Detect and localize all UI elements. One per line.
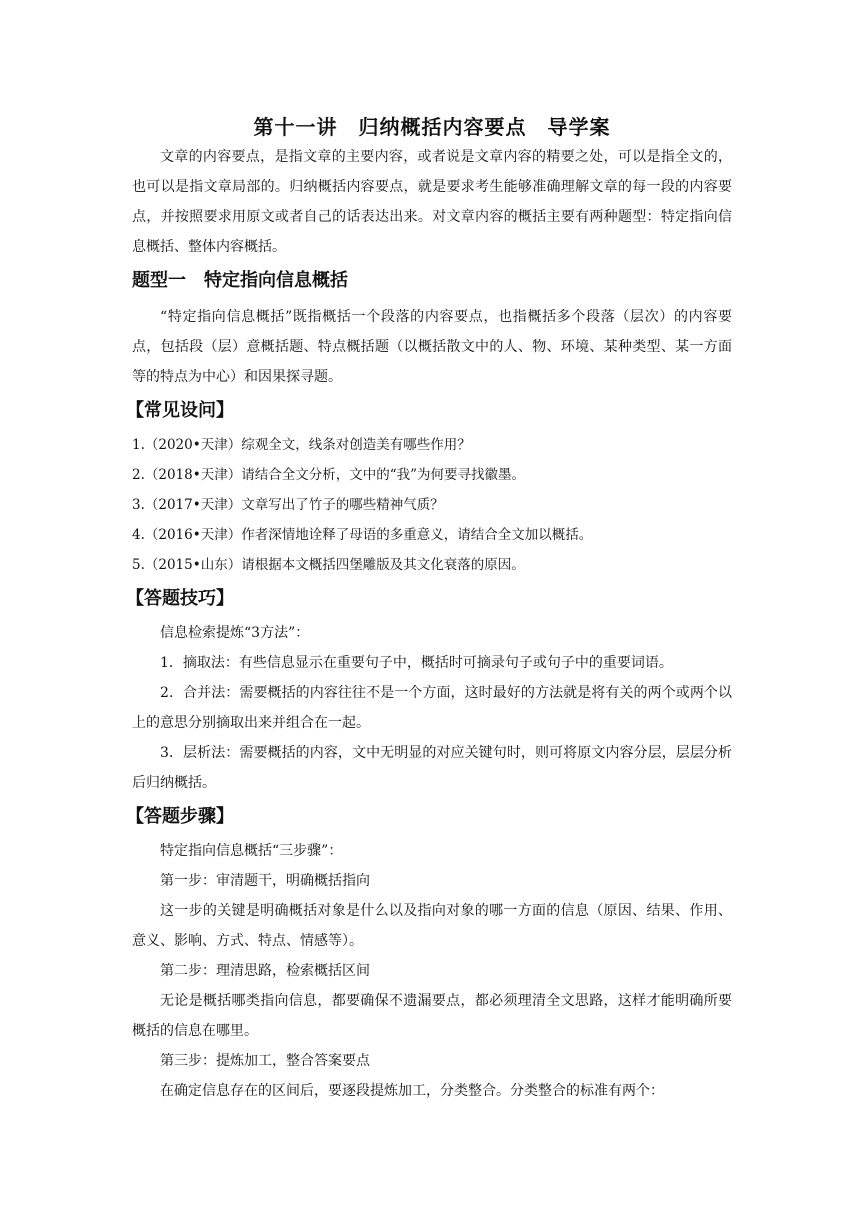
document-page xyxy=(126,112,732,1106)
tip-item: 3．层析法：需要概括的内容，文中无明显的对应关键句时，则可将原文内容分层，层层分析后归纳概括。 xyxy=(132,745,732,791)
step1-title: 第一步：审清题干，明确概括指向 xyxy=(160,873,370,889)
tip-item: 2．合并法：需要概括的内容往往不是一个方面，这时最好的方法就是将有关的两个或两个以上的意思分别摘取出来并组合在一起。 xyxy=(132,685,732,731)
tips-heading: 【答题技巧】 xyxy=(126,588,234,609)
question-item: 3.（2017•天津）文章写出了竹子的哪些精神气质？ xyxy=(132,497,444,513)
type1-heading: 题型一 特定指向信息概括 xyxy=(132,270,348,291)
common-questions-heading: 【常见设问】 xyxy=(126,400,234,421)
steps-heading: 【答题步骤】 xyxy=(126,806,234,827)
common-questions-list xyxy=(132,430,732,580)
question-item: 4.（2016•天津）作者深情地诠释了母语的多重意义，请结合全文加以概括。 xyxy=(132,527,593,543)
tip-item: 1．摘取法：有些信息显示在重要句子中，概括时可摘录句子或句子中的重要词语。 xyxy=(160,655,673,671)
step2-text: 无论是概括哪类指向信息，都要确保不遗漏要点，都必须理清全文思路，这样才能明确所要概括的信息在哪里。 xyxy=(132,993,732,1039)
intro-paragraph: 文章的内容要点，是指文章的主要内容，或者说是文章内容的精要之处，可以是指全文的，也可以是指文章局部的。归纳概括内容要点，就是要求考生能够准确理解文章的每一段的内容要点，并按照要求用原文或者自己的话表达出来。对文章内容的概括主要有两种题型：特定指向信息概括、整体内容概括。 xyxy=(132,149,732,255)
step3-text: 在确定信息存在的区间后，要逐段提炼加工，分类整合。分类整合的标准有两个： xyxy=(160,1083,664,1099)
type1-description: “特定指向信息概括”既指概括一个段落的内容要点，也指概括多个段落（层次）的内容要点，包括段（层）意概括题、特点概括题（以概括散文中的人、物、环境、某种类型、某一方面等的特点为中心）和因果探寻题。 xyxy=(132,309,732,385)
step2-title: 第二步：理清思路，检索概括区间 xyxy=(160,963,370,979)
step1-text: 这一步的关键是明确概括对象是什么以及指向对象的哪一方面的信息（原因、结果、作用、意义、影响、方式、特点、情感等）。 xyxy=(132,903,732,949)
question-item: 5.（2015•山东）请根据本文概括四堡雕版及其文化衰落的原因。 xyxy=(132,557,525,573)
page-title: 第十一讲 归纳概括内容要点 导学案 xyxy=(253,115,611,139)
steps-intro: 特定指向信息概括“三步骤”： xyxy=(160,843,343,859)
question-item: 2.（2018•天津）请结合全文分析，文中的“我”为何要寻找徽墨。 xyxy=(132,467,526,483)
step3-title: 第三步：提炼加工，整合答案要点 xyxy=(160,1053,370,1069)
tips-intro: 信息检索提炼“3方法”： xyxy=(160,625,310,641)
question-item: 1.（2020•天津）综观全文，线条对创造美有哪些作用？ xyxy=(132,437,471,453)
